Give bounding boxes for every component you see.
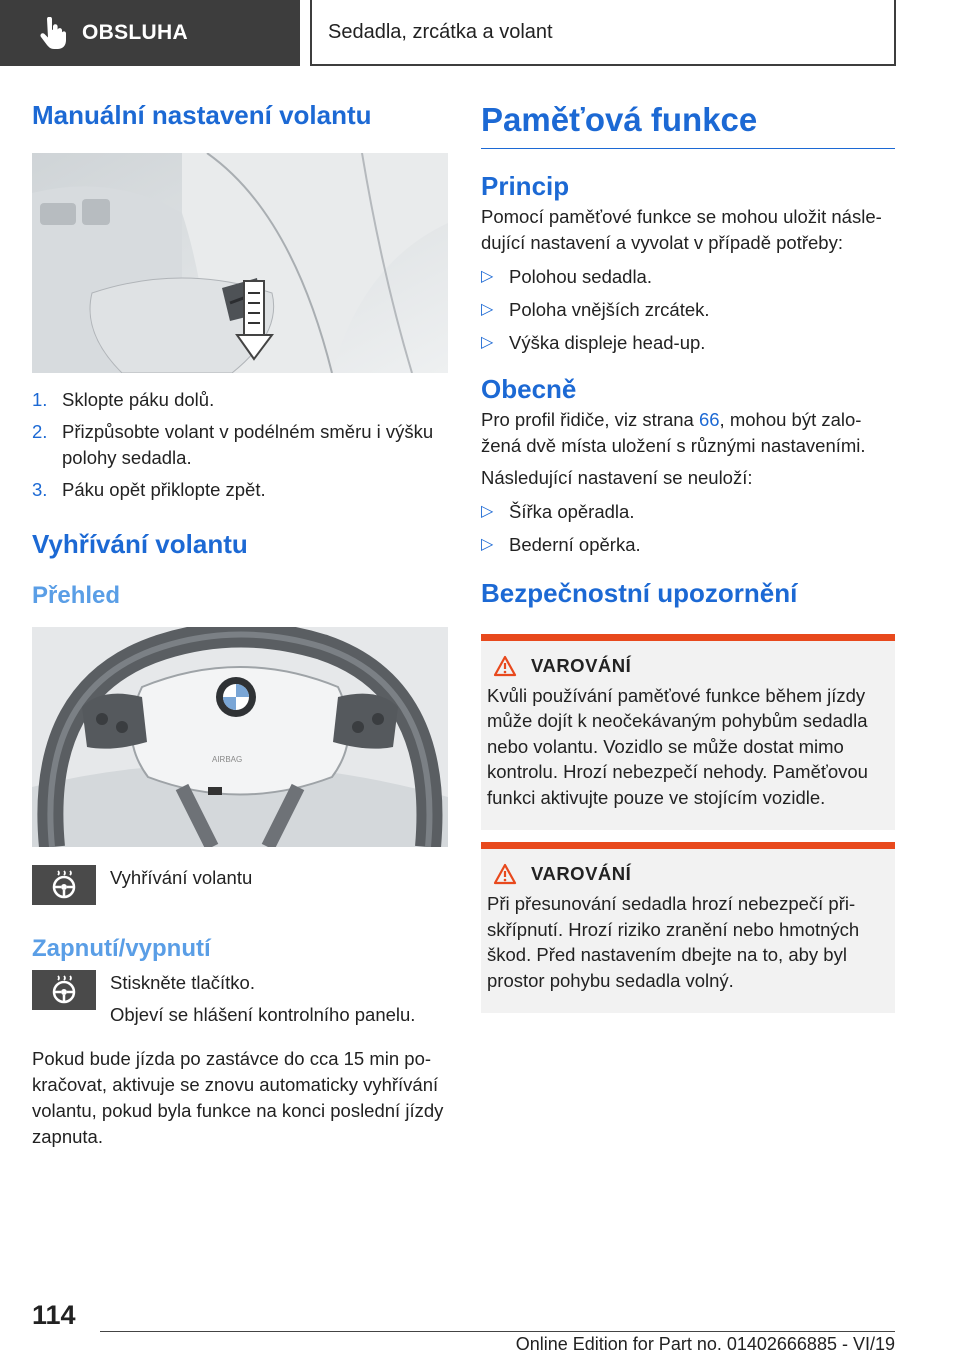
heating-heading: Vyhřívání volantu <box>32 529 248 560</box>
list-item: ▷ Poloha vnějších zrcátek. <box>481 297 895 323</box>
list-item <box>32 419 448 471</box>
triangle-bullet-icon: ▷ <box>481 536 494 554</box>
heating-button-description <box>32 865 448 905</box>
hand-pointer-icon <box>38 17 66 49</box>
triangle-bullet-icon: ▷ <box>481 301 494 319</box>
heating-toggle-instructions <box>32 970 448 1028</box>
triangle-bullet-icon: ▷ <box>481 268 494 286</box>
not-saved-list <box>481 499 895 558</box>
memory-heading: Paměťová funkce <box>481 101 758 138</box>
message-note: Objeví se hlášení kontrolního panelu. <box>110 1003 416 1025</box>
list-item <box>32 477 448 503</box>
manual-adjust-heading: Manuální nastavení volantu <box>32 100 372 130</box>
step-text: Přizpůsobte volant v podélném směru i výšku polohy sedadla. <box>62 421 434 469</box>
list-item: ▷ Bederní opěrka. <box>481 532 895 558</box>
not-saved-paragraph: Následující nastavení se neuloží: <box>481 467 753 489</box>
step-text: Páku opět přiklopte zpět. <box>62 479 266 501</box>
warning-label: VAROVÁNÍ <box>531 654 632 676</box>
warning-text: Při přesunování sedadla hrozí nebezpečí přiskřípnutí. Hrozí riziko zranění nebo hmotných škod. Před nastavením dbejte na to, aby byl prostor pohybu sedadla volný. <box>487 893 860 991</box>
heading-rule <box>481 148 895 150</box>
step-number: 3. <box>32 479 48 501</box>
general-paragraph: Pro profil řidiče, viz strana 66, mohou být založená dvě místa uložení s různými nastaveními. <box>481 409 866 457</box>
step-number: 1. <box>32 389 48 411</box>
right-column <box>481 100 895 1013</box>
warning-title <box>493 655 887 677</box>
overview-heading: Přehled <box>32 582 121 610</box>
onoff-heading: Zapnutí/vypnutí <box>32 935 211 963</box>
chapter-title: Sedadla, zrcátka a volant <box>328 20 553 43</box>
triangle-bullet-icon: ▷ <box>481 503 494 521</box>
principle-paragraph: Pomocí paměťové funkce se mohou uložit následující nastavení a vyvolat v případě potřeby: <box>481 206 882 254</box>
warning-label: VAROVÁNÍ <box>531 863 632 885</box>
left-column <box>32 100 448 1150</box>
warning-box <box>481 634 895 831</box>
triangle-bullet-icon: ▷ <box>481 334 494 352</box>
chapter-header <box>310 0 896 66</box>
safety-heading: Bezpečnostní upozornění <box>481 578 798 609</box>
section-title: OBSLUHA <box>82 21 188 44</box>
edition-note: Online Edition for Part no. 01402666885 - VI/19 <box>515 1334 895 1354</box>
warning-triangle-icon <box>493 655 517 677</box>
steering-wheel-heating-button-icon <box>32 970 96 1010</box>
button-caption: Vyhřívání volantu <box>110 867 253 889</box>
adjust-steps-list <box>32 387 448 503</box>
principle-heading: Princip <box>481 171 570 202</box>
warning-title <box>493 863 887 885</box>
step-text: Sklopte páku dolů. <box>62 389 215 411</box>
steering-column-lever-illustration <box>32 153 448 373</box>
list-item: ▷ Šířka opěradla. <box>481 499 895 525</box>
list-item: ▷ Polohou sedadla. <box>481 264 895 290</box>
list-item: ▷ Výška displeje head-up. <box>481 330 895 356</box>
auto-reactivation-paragraph: Pokud bude jízda po zastávce do cca 15 min pokračovat, aktivuje se znovu automaticky vyhřívání volantu, pokud byla funkce na konci poslední jízdy zapnuta. <box>32 1047 444 1147</box>
page-link[interactable]: 66 <box>698 409 720 431</box>
step-number: 2. <box>32 421 48 443</box>
warning-box <box>481 842 895 1013</box>
page-number: 114 <box>32 1300 76 1330</box>
principle-list <box>481 264 895 356</box>
warning-triangle-icon <box>493 863 517 885</box>
steering-wheel-heating-button-icon <box>32 865 96 905</box>
toggle-text <box>110 970 415 1028</box>
list-item <box>32 387 448 413</box>
press-instruction: Stiskněte tlačítko. <box>110 971 255 993</box>
airbag-label: AIRBAG <box>212 755 243 765</box>
section-tab <box>0 0 300 66</box>
footer-rule <box>100 1331 895 1332</box>
steering-wheel-illustration <box>32 627 448 847</box>
warning-text: Kvůli používání paměťové funkce během jízdy může dojít k neočekávaným pohybům sedadla nebo volantu. Vozidlo se může dostat mimo kontrolu. Hrozí nebezpečí nehody. Paměťovou funkci aktivujte pouze ve stojícím vozidle. <box>487 684 868 808</box>
general-heading: Obecně <box>481 374 577 405</box>
